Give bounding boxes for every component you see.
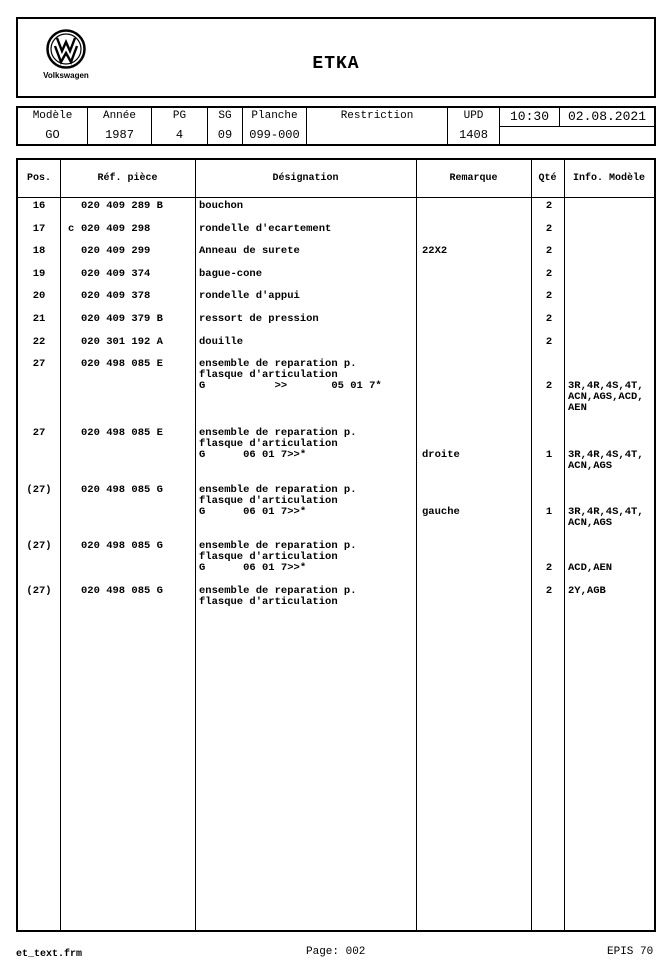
row-ref: 020 498 085 E (81, 358, 163, 370)
row-pos: 20 (32, 290, 46, 302)
row-designation: bouchon (199, 200, 244, 212)
column-header-ref: Réf. pièce (97, 173, 158, 184)
info-cell-restriction (307, 108, 448, 144)
info-time: 10:30 (500, 108, 560, 127)
column-divider (416, 160, 417, 930)
row-info: 3R,4R,4S,4T, ACN,AGS (568, 506, 644, 529)
column-divider (195, 160, 196, 930)
row-flag: c (68, 223, 75, 235)
info-cell-year (88, 108, 152, 144)
info-value-upd: 1408 (459, 128, 488, 142)
column-divider (60, 160, 61, 930)
info-label-upd: UPD (463, 110, 484, 122)
row-ref: 020 301 192 A (81, 336, 163, 348)
row-pos: (27) (26, 540, 52, 552)
row-pos: 19 (32, 268, 46, 280)
row-pos: (27) (26, 484, 52, 496)
row-ref: 020 498 085 E (81, 427, 163, 439)
info-date: 02.08.2021 (560, 108, 654, 127)
row-pos: (27) (26, 585, 52, 597)
row-designation: ensemble de reparation p. flasque d'articulation G >> 05 01 7* (199, 358, 382, 392)
row-qty: 2 (545, 268, 553, 280)
row-qty: 2 (545, 245, 553, 257)
info-cell-pg (152, 108, 208, 144)
row-designation: ensemble de reparation p. flasque d'articulation G 06 01 7>>* (199, 427, 357, 461)
row-remark: 22X2 (422, 245, 448, 257)
row-pos: 27 (32, 358, 46, 370)
logo-text: Volkswagen (43, 71, 89, 80)
document-title: ETKA (312, 54, 360, 74)
footer-page-number: Page: 002 (306, 946, 366, 958)
row-qty: 2 (545, 585, 553, 597)
column-header-info: Info. Modèle (572, 173, 645, 184)
info-cell-plate (243, 108, 307, 144)
row-designation: ensemble de reparation p. flasque d'articulation G 06 01 7>>* (199, 484, 357, 518)
column-header-remark: Remarque (449, 173, 498, 184)
row-qty: 2 (545, 200, 553, 212)
info-value-model: GO (45, 128, 60, 142)
table-header (18, 160, 654, 198)
row-ref: 020 409 289 B (81, 200, 163, 212)
row-ref: 020 498 085 G (81, 540, 163, 552)
info-cell-sg (208, 108, 243, 144)
column-header-qty: Qté (538, 173, 557, 184)
info-cell-upd (448, 108, 500, 144)
row-info: 2Y,AGB (568, 585, 606, 597)
row-pos: 16 (32, 200, 46, 212)
row-designation: bague-cone (199, 268, 263, 280)
row-info: 3R,4R,4S,4T, ACN,AGS (568, 449, 644, 472)
info-label-restriction: Restriction (340, 110, 414, 122)
row-designation: ensemble de reparation p. flasque d'articulation (199, 585, 357, 608)
document-header (16, 17, 656, 98)
row-remark: droite (422, 449, 460, 461)
row-ref: 020 409 298 (81, 223, 151, 235)
info-label-sg: SG (218, 110, 232, 122)
row-ref: 020 498 085 G (81, 484, 163, 496)
column-header-pos: Pos. (26, 173, 51, 184)
row-pos: 22 (32, 336, 46, 348)
row-qty: 1 (545, 506, 553, 518)
row-qty: 1 (545, 449, 553, 461)
row-pos: 21 (32, 313, 46, 325)
column-header-designation: Désignation (272, 173, 339, 184)
info-value-year: 1987 (105, 128, 134, 142)
row-qty: 2 (545, 313, 553, 325)
row-designation: rondelle d'appui (199, 290, 300, 302)
info-label-year: Année (102, 110, 136, 122)
model-info-bar (16, 106, 656, 146)
footer-form-name: et_text.frm (16, 949, 83, 960)
row-designation: ressort de pression (199, 313, 319, 325)
row-qty: 2 (545, 562, 553, 574)
info-value-pg: 4 (175, 128, 184, 142)
info-label-model: Modèle (32, 110, 73, 122)
row-ref: 020 409 378 (81, 290, 151, 302)
info-value-plate: 099-000 (249, 128, 300, 142)
row-qty: 2 (545, 336, 553, 348)
row-ref: 020 409 374 (81, 268, 151, 280)
info-label-plate: Planche (251, 110, 298, 122)
row-pos: 17 (32, 223, 46, 235)
row-designation: douille (199, 336, 244, 348)
row-ref: 020 409 299 (81, 245, 151, 257)
info-label-pg: PG (172, 110, 187, 122)
row-ref: 020 409 379 B (81, 313, 163, 325)
row-designation: ensemble de reparation p. flasque d'articulation G 06 01 7>>* (199, 540, 357, 574)
row-info: 3R,4R,4S,4T, ACN,AGS,ACD, AEN (568, 380, 644, 414)
row-qty: 2 (545, 290, 553, 302)
row-remark: gauche (422, 506, 460, 518)
info-cell-model (18, 108, 88, 144)
row-pos: 18 (32, 245, 46, 257)
row-designation: Anneau de surete (199, 245, 300, 257)
row-qty: 2 (545, 223, 553, 235)
footer-system-id: EPIS 70 (607, 946, 654, 958)
row-designation: rondelle d'ecartement (199, 223, 332, 235)
row-qty: 2 (545, 380, 553, 392)
row-info: ACD,AEN (568, 562, 613, 574)
row-ref: 020 498 085 G (81, 585, 163, 597)
row-pos: 27 (32, 427, 46, 439)
info-value-sg: 09 (217, 128, 233, 142)
parts-table (16, 158, 656, 932)
